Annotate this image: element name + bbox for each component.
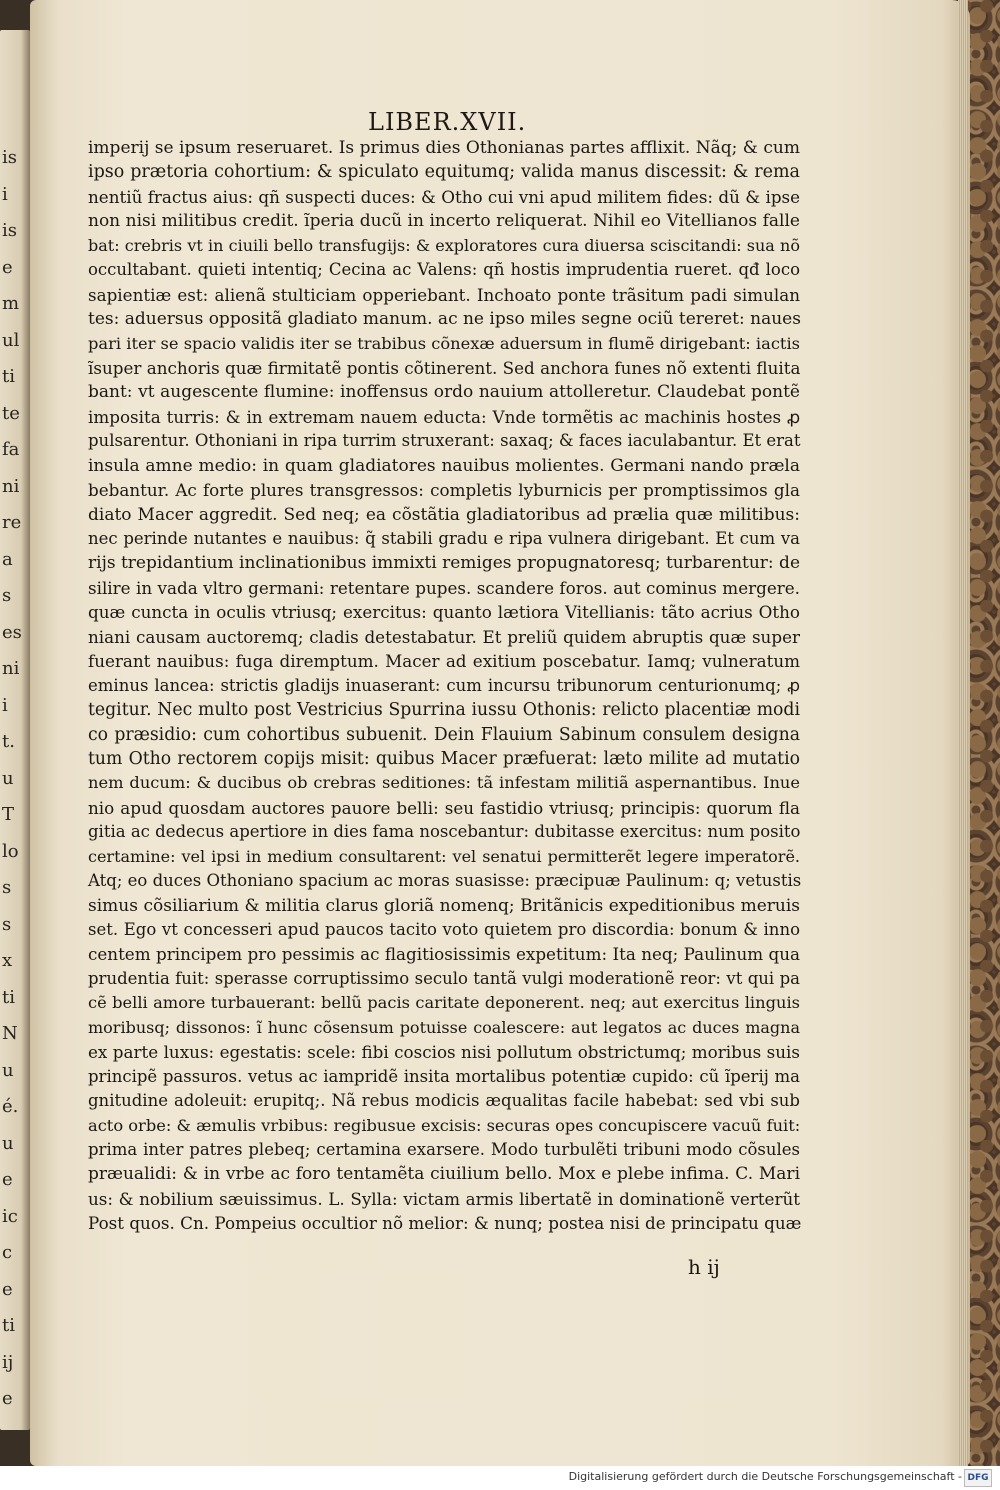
left-page-fragment: fa	[2, 439, 20, 460]
left-page-fragment: ij	[2, 1351, 14, 1373]
running-header: LIBER.XVII.	[368, 108, 527, 136]
text-line: pulsarentur. Othoniani in ripa turrim struxerant: saxaq; & faces iaculabantur. Et erat	[88, 431, 801, 451]
left-page-fragment: s	[2, 877, 12, 898]
funding-notice: Digitalisierung gefördert durch die Deutsche Forschungsgemeinschaft -	[568, 1470, 962, 1483]
text-line: rijs trepidantium inclinationibus immixti remiges propugnatoresq; turbarentur: de	[88, 553, 800, 574]
text-line: gnitudine adoleuit: erupitq;. Nã rebus modicis æqualitas facile habebat: sed vbi sub	[88, 1091, 800, 1111]
left-page-fragment: u	[2, 767, 14, 789]
text-line: eminus lancea: strictis gladijs inuaserant: cum incursu tribunorum centurionumq; ꝓ	[88, 675, 800, 695]
left-page-fragment: c	[2, 1242, 13, 1263]
text-line: acto orbe: & æmulis vrbibus: regibusue excisis: securas opes concupiscere vacuũ fuit:	[88, 1115, 801, 1135]
left-page-fragment: u	[2, 1059, 14, 1081]
text-line: bebantur. Ac forte plures transgressos: completis lyburnicis per promptissimos gla	[88, 480, 800, 501]
left-page-fragment: s	[2, 913, 12, 935]
left-page-fragment: i	[2, 694, 8, 716]
dfg-logo-icon: DFG	[964, 1469, 992, 1487]
left-page-fragment: es	[2, 621, 22, 643]
signature-mark: h ij	[688, 1255, 720, 1279]
left-page-fragment: é.	[2, 1096, 19, 1117]
left-page-fragment: T	[2, 804, 15, 825]
text-line: nentiũ fractus aius: qñ suspecti duces: & Otho cui vni apud militem fides: dũ & ipse	[88, 186, 801, 207]
text-line: Atq; eo duces Othoniano spacium ac moras suasisse: præcipuæ Paulinum: q; vetustis	[88, 871, 802, 891]
text-line: nem ducum: & ducibus ob crebras seditiones: tã infestam militiã aspernantibus. Inue	[88, 773, 800, 793]
text-line: diato Macer aggredit. Sed neq; ea cõstãtia gladiatoribus ad prælia quæ militibus:	[88, 504, 800, 525]
text-line: tum Otho rectorem copijs misit: quibus Macer præfuerat: læto milite ad mutatio	[88, 748, 800, 769]
left-page-fragment: t.	[2, 731, 15, 752]
text-line: silire in vada vltro germani: retentare pupes. scandere foros. aut cominus mergere.	[88, 577, 800, 598]
text-line: imposita turris: & in extremam nauem educta: Vnde tormẽtis ac machinis hostes ꝓ	[88, 406, 800, 427]
text-line: insula amne medio: in quam gladiatores nauibus molientes. Germani nando præla	[88, 455, 800, 476]
text-line: bat: crebris vt in ciuili bello transfugijs: & exploratores cura diuersa sciscitandi: sua nõ	[88, 235, 800, 255]
left-page-fragment: ti	[2, 986, 15, 1008]
left-page-fragment: i	[2, 183, 8, 205]
left-page-fragment: is	[2, 220, 17, 241]
left-page-fragment: e	[2, 1169, 13, 1190]
text-line: prima inter patres plebeq; certamina exarsere. Modo turbulẽti tribuni modo cõsules	[88, 1139, 800, 1159]
text-line: principẽ passuros. vetus ac iampridẽ insita mortalibus potentiæ cupido: cũ ĩperij ma	[88, 1066, 800, 1086]
left-page-fragment: ni	[2, 658, 20, 679]
text-line: ĩsuper anchoris quæ firmitatẽ pontis cõtinerent. Sed anchora funes nõ extenti fluita	[88, 357, 801, 378]
text-line: fuerant nauibus: fuga diremptum. Macer ad exitium poscebatur. Iamq; vulneratum	[88, 651, 800, 672]
text-line: moribusq; dissonos: ĩ hunc cõsensum potuisse coalescere: aut legatos ac duces magna	[88, 1017, 800, 1037]
text-line: sapientiæ est: alienã stulticiam opperiebant. Inchoato ponte trãsitum padi simulan	[88, 284, 800, 305]
left-page-fragment: s	[2, 585, 12, 606]
text-line: gitia ac dedecus apertiore in dies fama noscebantur: dubitasse exercitus: num posito	[88, 822, 801, 842]
text-line: tegitur. Nec multo post Vestricius Spurrina iussu Othonis: relicto placentiæ modi	[88, 700, 800, 721]
left-page-fragment: ic	[2, 1205, 18, 1227]
text-line: non nisi militibus credit. ĩperia ducũ in incerto reliquerat. Nihil eo Vitellianos falle	[88, 211, 800, 232]
body-text	[88, 136, 800, 1236]
left-page-fragment: x	[2, 950, 13, 971]
footer-bar	[0, 1466, 1000, 1490]
text-line: set. Ego vt concesseri apud paucos tacito voto quietem pro discordia: bonum & inno	[88, 920, 800, 939]
text-line: ex parte luxus: egestatis: scele: fibi coscios nisi pollutum obstrictumq; moribus suis	[88, 1042, 800, 1063]
left-page-fragment: N	[2, 1023, 18, 1044]
left-page-fragment: m	[2, 293, 20, 314]
text-line: simus cõsiliarium & militia clarus gloriã nomenq; Britãnicis expeditionibus meruis	[88, 895, 800, 916]
text-line: nec perinde nutantes e nauibus: q̃ stabili gradu e ripa vulnera dirigebant. Et cum va	[88, 529, 800, 548]
text-line: præualidi: & in vrbe ac foro tentamẽta ciuilium bello. Mox e plebe infima. C. Mari	[88, 1164, 800, 1185]
left-page-fragment: ul	[2, 329, 20, 351]
left-page-fragment: ni	[2, 475, 20, 497]
text-line: cẽ belli amore turbauerant: bellũ pacis caritate deponerent. neq; aut exercitus linguis	[88, 993, 800, 1013]
text-line: quæ cuncta in oculis vtriusq; exercitus: quanto lætiora Vitellianis: tãto acrius Otho	[88, 602, 800, 623]
left-page-fragment: re	[2, 512, 22, 533]
left-page-fragment: ti	[2, 1315, 15, 1336]
left-page-fragment: te	[2, 402, 20, 424]
left-page-fragment: e	[2, 1278, 13, 1300]
text-line: occultabant. quieti intentiq; Cecina ac Valens: qñ hostis imprudentia rueret. qđ loco	[88, 260, 800, 280]
text-line: imperij se ipsum reseruaret. Is primus dies Othonianas partes afflixit. Nãq; & cum	[88, 138, 800, 158]
left-page-fragment: e	[2, 256, 13, 278]
text-line: niani causam auctoremq; cladis detestabatur. Et preliũ quidem abruptis quæ super	[88, 626, 800, 647]
text-line: tes: aduersus oppositã gladiato manum. ac ne ipso miles segne ociũ tereret: naues	[88, 309, 801, 330]
page-edges	[958, 0, 968, 1466]
left-page-fragment: e	[2, 1388, 13, 1409]
text-line: co præsidio: cum cohortibus subuenit. Dein Flauium Sabinum consulem designa	[88, 724, 800, 745]
text-line: nio apud quosdam auctores pauore belli: seu fastidio vtriusq; principis: quorum fla	[88, 797, 800, 818]
left-facing-page	[0, 30, 30, 1430]
text-line: us: & nobilium sæuissimus. L. Sylla: victam armis libertatẽ in dominationẽ verterũt	[88, 1188, 800, 1209]
left-page-fragment: a	[2, 548, 13, 570]
text-line: pari iter se spacio validis iter se trabibus cõnexæ aduersum in flumẽ dirigebant: iactis	[88, 333, 800, 353]
text-line: Post quos. Cn. Pompeius occultior nõ melior: & nunq; postea nisi de principatu quæ	[88, 1213, 802, 1234]
text-line: certamine: vel ipsi in medium consultarent: vel senatui permitterẽt legere imperatorẽ.	[88, 846, 800, 866]
text-line: prudentia fuit: sperasse corruptissimo seculo tantã vulgi moderationẽ reor: vt qui pa	[88, 968, 800, 988]
text-line: centem principem pro pessimis ac flagitiosissimis expetitum: Ita neq; Paulinum qua	[88, 944, 800, 965]
left-page-fragment: u	[2, 1132, 14, 1154]
left-page-fragment: ti	[2, 366, 15, 387]
text-line: ipso prætoria cohortium: & spiculato equitumq; valida manus discessit: & rema	[88, 162, 800, 183]
left-page-fragment: is	[2, 147, 17, 168]
left-page-fragment: lo	[2, 840, 19, 862]
text-line: bant: vt augescente flumine: inoffensus ordo nauium attolleretur. Claudebat pontẽ	[88, 382, 800, 403]
